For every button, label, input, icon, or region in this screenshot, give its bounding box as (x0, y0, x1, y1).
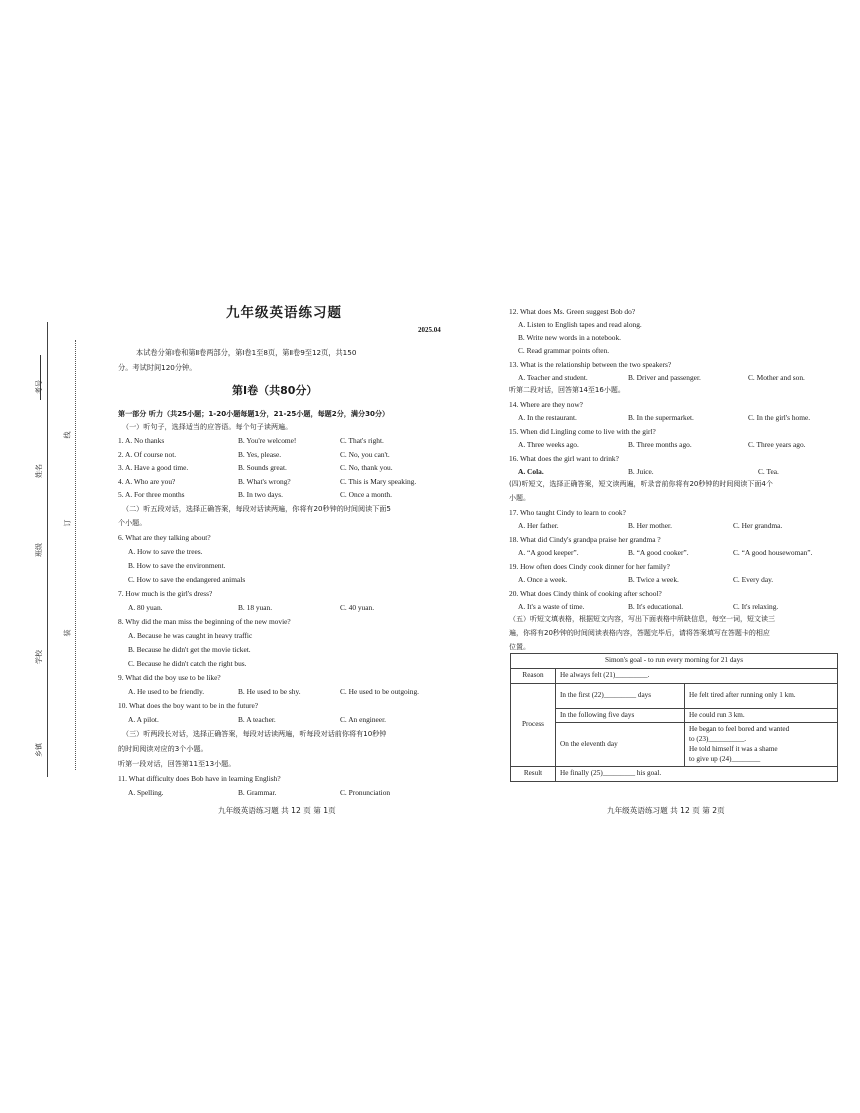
q11-option-a: A. Spelling. (128, 788, 164, 797)
sub-instruction-5-line3: 位置。 (509, 643, 530, 651)
q14-option-c: C. In the girl's home. (748, 413, 811, 422)
q19-option-b: B. Twice a week. (628, 575, 679, 584)
process-step-3-detail (685, 723, 838, 767)
q6-option-b: B. How to save the environment. (128, 561, 226, 570)
q18-option-a: A. “A good keeper”. (518, 548, 579, 557)
q15-option-c: C. Three years ago. (748, 440, 806, 449)
process-step-2-detail: He could run 3 km. (685, 708, 838, 723)
q11-option-b: B. Grammar. (238, 788, 277, 797)
reason-text: He always felt (21)_________. (556, 669, 838, 684)
question-14: 14. Where are they now? (509, 400, 583, 409)
process-step-2: In the following five days (556, 708, 685, 723)
sub-instruction-2-line1: （二）听五段对话，选择正确答案，每段对话读两遍，你将有20秒钟的时间阅读下面5 (122, 504, 391, 513)
process-step-3-line3: He told himself it was a shame (689, 744, 778, 753)
sub-instruction-2-line2: 个小题。 (118, 518, 147, 527)
binding-vertical-line (47, 322, 48, 777)
table-row (511, 683, 838, 708)
question-15: 15. When did Lingling come to live with the girl? (509, 427, 656, 436)
question-6: 6. What are they talking about? (118, 533, 211, 542)
q1-c: C. That's right. (340, 436, 384, 445)
q16-option-a: A. Cola. (518, 467, 544, 476)
q1-a: 1. A. No thanks (118, 436, 165, 445)
q15-option-a: A. Three weeks ago. (518, 440, 579, 449)
info-table (510, 653, 838, 782)
dialogue-2-note: 听第二段对话，回答第14至16小题。 (509, 386, 625, 394)
section-title: 第Ⅰ卷（共80分） (232, 384, 318, 397)
q4-b: B. What's wrong? (238, 477, 291, 486)
binding-label-name: 姓名 (35, 464, 43, 478)
question-8: 8. Why did the man miss the beginning of the new movie? (118, 617, 291, 626)
sub-instruction-4-line1: (四)听短文，选择正确答案，短文读两遍，听录音前你将有20秒钟的时间阅读下面4个 (509, 480, 773, 488)
q5-a: 5. A. For three months (118, 490, 185, 499)
process-step-3-line4: to give up (24)________ (689, 754, 761, 763)
q10-option-c: C. An engineer. (340, 715, 386, 724)
q2-c: C. No, you can't. (340, 450, 390, 459)
sub-instruction-3-line3: 听第一段对话，回答第11至13小题。 (118, 759, 236, 768)
q9-option-c: C. He used to be outgoing. (340, 687, 420, 696)
q14-option-a: A. In the restaurant. (518, 413, 577, 422)
q5-b: B. In two days. (238, 490, 283, 499)
intro-line-2: 分。考试时间120分钟。 (118, 363, 197, 372)
q13-option-a: A. Teacher and student. (518, 373, 588, 382)
process-step-3-line2: to (23)__________. (689, 735, 747, 744)
process-step-1: In the first (22)_________ days (556, 683, 685, 708)
q17-option-c: C. Her grandma. (733, 521, 783, 530)
reason-label: Reason (511, 669, 556, 684)
q20-option-c: C. It's relaxing. (733, 602, 779, 611)
table-row (511, 654, 838, 669)
q18-option-b: B. “A good cooker”. (628, 548, 689, 557)
q9-option-a: A. He used to be friendly. (128, 687, 205, 696)
process-step-1-detail: He felt tired after running only 1 km. (685, 683, 838, 708)
binding-label-bind: 订 (63, 519, 72, 527)
q8-option-c: C. Because he didn't catch the right bus. (128, 659, 247, 668)
q1-b: B. You're welcome! (238, 436, 297, 445)
question-18: 18. What did Cindy's grandpa praise her grandma ? (509, 535, 661, 544)
part1-header: 第一部分 听力（共25小题；1-20小题每题1分，21-25小题，每题2分，满分30分） (118, 409, 390, 418)
question-10: 10. What does the boy want to be in the future? (118, 701, 259, 710)
q17-option-b: B. Her mother. (628, 521, 672, 530)
sub-instruction-5-line2: 遍，你将有20秒钟的时间阅读表格内容，答题完毕后，请将答案填写在答题卡的相应 (509, 629, 770, 637)
q7-option-c: C. 40 yuan. (340, 603, 375, 612)
q15-option-b: B. Three months ago. (628, 440, 692, 449)
sub-instruction-1: （一）听句子，选择适当的应答语。每个句子读两遍。 (122, 422, 293, 431)
page-2-footer: 九年级英语练习题 共 12 页 第 2页 (607, 806, 725, 815)
q5-c: C. Once a month. (340, 490, 392, 499)
table-heading: Simon's goal - to run every morning for 21 days (511, 654, 838, 669)
q7-option-b: B. 18 yuan. (238, 603, 273, 612)
q8-option-b: B. Because he didn't get the movie ticket. (128, 645, 251, 654)
question-11: 11. What difficulty does Bob have in learning English? (118, 774, 281, 783)
binding-label-school: 学校 (35, 650, 43, 664)
page-title: 九年级英语练习题 (226, 305, 342, 321)
table-row (511, 669, 838, 684)
sub-instruction-3-line2: 的时间阅读对应的3个小题。 (118, 744, 208, 753)
q20-option-b: B. It's educational. (628, 602, 684, 611)
question-20: 20. What does Cindy think of cooking after school? (509, 589, 662, 598)
q12-option-c: C. Read grammar points often. (518, 346, 610, 355)
q3-a: 3. A. Have a good time. (118, 463, 189, 472)
q19-option-a: A. Once a week. (518, 575, 568, 584)
process-step-3-line1: He began to feel bored and wanted (689, 725, 790, 734)
q7-option-a: A. 80 yuan. (128, 603, 163, 612)
q4-c: C. This is Mary speaking. (340, 477, 417, 486)
result-text: He finally (25)_________ his goal. (556, 767, 838, 782)
table-row (511, 723, 838, 767)
table-row (511, 767, 838, 782)
q9-option-b: B. He used to be shy. (238, 687, 301, 696)
question-16: 16. What does the girl want to drink? (509, 454, 619, 463)
q20-option-a: A. It's a waste of time. (518, 602, 585, 611)
q11-option-c: C. Pronunciation (340, 788, 391, 797)
result-label: Result (511, 767, 556, 782)
question-19: 19. How often does Cindy cook dinner for her family? (509, 562, 670, 571)
q17-option-a: A. Her father. (518, 521, 559, 530)
question-17: 17. Who taught Cindy to learn to cook? (509, 508, 626, 517)
q4-a: 4. A. Who are you? (118, 477, 176, 486)
q14-option-b: B. In the supermarket. (628, 413, 694, 422)
sub-instruction-4-line2: 小题。 (509, 494, 530, 502)
q3-c: C. No, thank you. (340, 463, 393, 472)
binding-label-exam-number: 考号 (35, 380, 43, 394)
table-row (511, 708, 838, 723)
q10-option-b: B. A teacher. (238, 715, 276, 724)
sub-instruction-3-line1: （三）听两段长对话，选择正确答案，每段对话读两遍，听每段对话前你将有10秒钟 (122, 729, 387, 738)
q3-b: B. Sounds great. (238, 463, 287, 472)
q13-option-b: B. Driver and passenger. (628, 373, 701, 382)
q2-b: B. Yes, please. (238, 450, 282, 459)
q10-option-a: A. A pilot. (128, 715, 159, 724)
binding-label-install: 装 (63, 629, 72, 637)
q13-option-c: C. Mother and son. (748, 373, 805, 382)
q18-option-c: C. “A good housewoman”. (733, 548, 813, 557)
process-label: Process (511, 683, 556, 767)
question-9: 9. What did the boy use to be like? (118, 673, 221, 682)
binding-dotted-line (75, 340, 76, 770)
process-step-3: On the eleventh day (556, 723, 685, 767)
q12-option-b: B. Write new words in a notebook. (518, 333, 622, 342)
binding-label-line: 线 (63, 431, 72, 439)
q6-option-a: A. How to save the trees. (128, 547, 203, 556)
intro-line-1: 本试卷分第Ⅰ卷和第Ⅱ卷两部分，第Ⅰ卷1至8页，第Ⅱ卷9至12页，共150 (136, 348, 357, 357)
sub-instruction-5-line1: （五）听短文填表格，根据短文内容，写出下面表格中所缺信息，每空一词，短文读三 (509, 615, 775, 623)
q19-option-c: C. Every day. (733, 575, 774, 584)
q12-option-a: A. Listen to English tapes and read along. (518, 320, 642, 329)
q2-a: 2. A. Of course not. (118, 450, 177, 459)
binding-label-class: 班级 (35, 543, 43, 557)
binding-label-town: 乡镇 (35, 743, 43, 757)
q8-option-a: A. Because he was caught in heavy traffic (128, 631, 253, 640)
q16-option-c: C. Tea. (758, 467, 779, 476)
q16-option-b: B. Juice. (628, 467, 654, 476)
q6-option-c: C. How to save the endangered animals (128, 575, 246, 584)
page-1-footer: 九年级英语练习题 共 12 页 第 1页 (218, 806, 336, 815)
question-12: 12. What does Ms. Green suggest Bob do? (509, 307, 636, 316)
exam-date: 2025.04 (418, 326, 441, 334)
question-7: 7. How much is the girl's dress? (118, 589, 213, 598)
question-13: 13. What is the relationship between the two speakers? (509, 360, 672, 369)
